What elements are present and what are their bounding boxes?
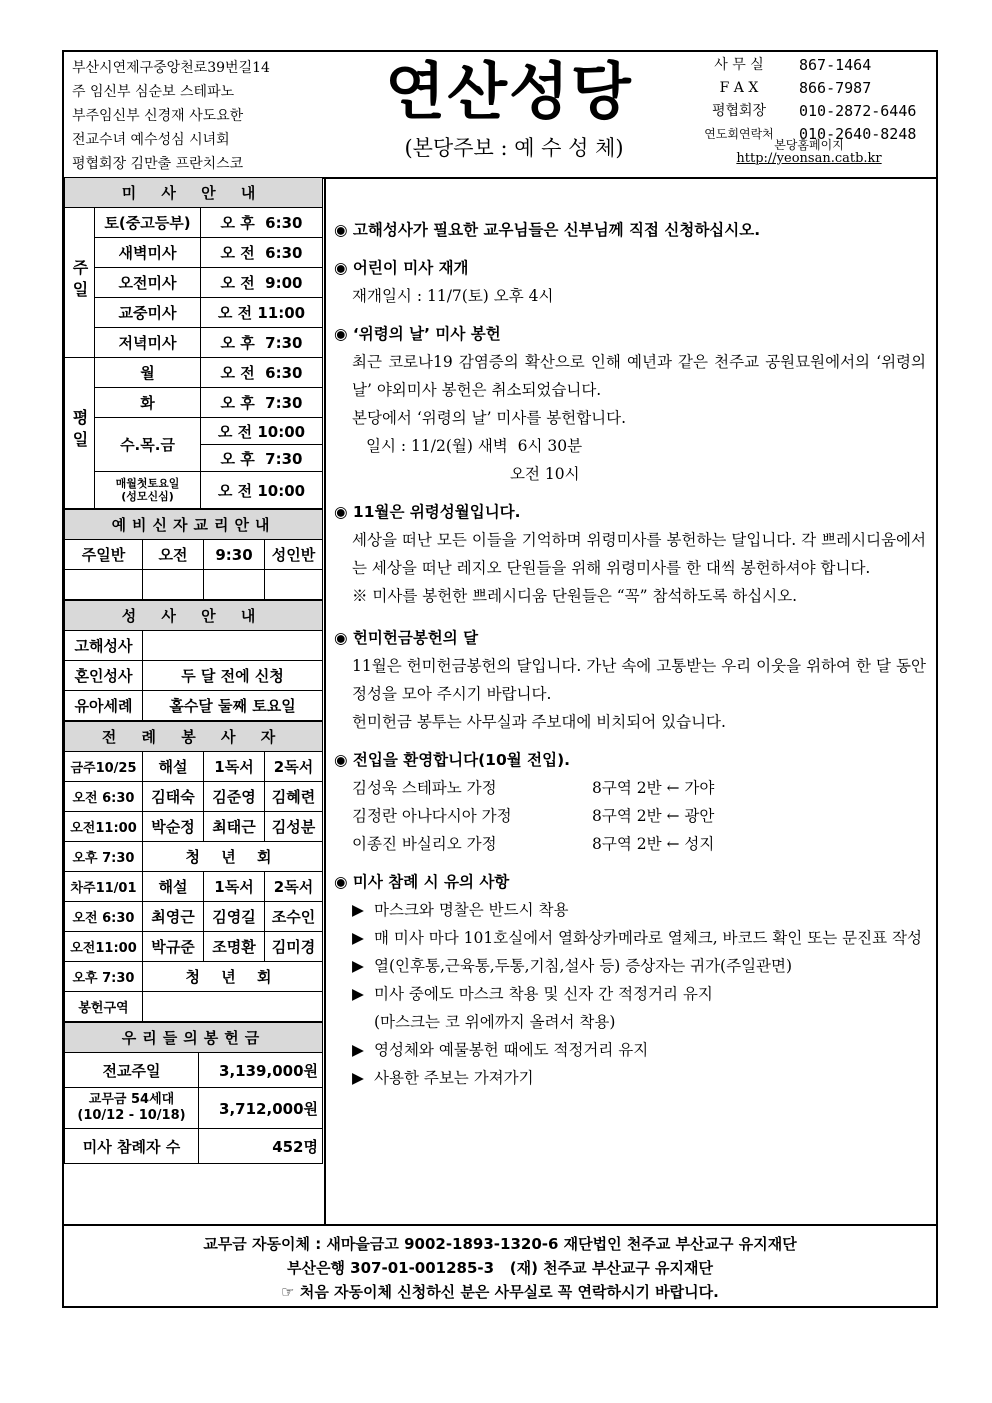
offering-name: 교무금 54세대 (10/12 - 10/18) (65, 1088, 199, 1129)
server-cell: 김준영 (204, 782, 265, 812)
notice-precautions (334, 868, 926, 1092)
list-item: 김성욱 스테파노 가정 8구역 2반 ← 가야 (352, 779, 715, 797)
server-cell: 금주10/25 (65, 752, 143, 782)
mass-name: 수.목.금 (95, 418, 201, 472)
notice-title: ◉ 어린이 미사 재개 (334, 259, 469, 277)
server-cell: 2독서 (265, 872, 323, 902)
bullet-icon: ▶ (352, 985, 364, 1003)
sacrament-name: 고해성사 (65, 631, 143, 661)
server-cell: 해설 (143, 752, 204, 782)
notice-title: ◉ 11월은 위령성월입니다. (334, 503, 521, 521)
contact-label: F A X (719, 80, 759, 96)
sacrament-value: 홀수달 둘째 토요일 (143, 691, 323, 721)
section-header: 미 사 안 내 (65, 178, 323, 208)
bulletin-page (62, 50, 938, 1308)
empty-cell (65, 570, 143, 600)
sacrament-value: 두 달 전에 신청 (143, 661, 323, 691)
server-cell: 오전11:00 (65, 812, 143, 842)
class-hour: 9:30 (204, 540, 265, 570)
subtitle: (본당주보 : 예 수 성 체) (404, 136, 624, 160)
footer (64, 1224, 936, 1308)
notice-offering (334, 624, 926, 736)
class-time: 오전 (143, 540, 204, 570)
notice-body: ※ 미사를 봉헌한 쁘레시디움 단원들은 “꼭” 참석하도록 하십시오. (352, 587, 798, 605)
server-cell: 청 년 회 (143, 962, 323, 992)
list-item: ▶ 미사 중에도 마스크 착용 및 신자 간 적정거리 유지 (마스크는 코 위에까지 올려서 착용) (334, 980, 926, 1036)
homepage (684, 138, 934, 166)
server-cell: 김태숙 (143, 782, 204, 812)
pastor: 주 임신부 심순보 스테파노 (72, 84, 235, 100)
server-cell: 1독서 (204, 752, 265, 782)
mass-time: 오 후 6:30 (201, 208, 323, 238)
server-cell: 박규준 (143, 932, 204, 962)
server-cell: 차주11/01 (65, 872, 143, 902)
server-cell: 해설 (143, 872, 204, 902)
server-cell (143, 992, 323, 1022)
server-cell: 김미경 (265, 932, 323, 962)
homepage-link[interactable]: http://yeonsan.catb.kr (736, 151, 882, 166)
catechumen-table (64, 509, 323, 600)
weekday-label: 평일 (65, 358, 95, 509)
server-cell: 최태근 (204, 812, 265, 842)
sunday-label: 주일 (65, 208, 95, 358)
empty-cell (265, 570, 323, 600)
notice-title: ◉ 고해성사가 필요한 교우님들은 신부님께 직접 신청하십시오. (334, 221, 761, 239)
homepage-label: 본당홈페이지 (774, 138, 844, 152)
contact-row (679, 100, 934, 123)
mass-name: 토(중고등부) (95, 208, 201, 238)
list-item: 김정란 아나다시아 가정 8구역 2반 ← 광안 (352, 807, 715, 825)
page-title: 연산성당 (385, 55, 633, 128)
assoc-pastor: 부주임신부 신경재 사도요한 (72, 108, 244, 124)
list-item: 이종진 바실리오 가정 8구역 2반 ← 성지 (352, 835, 715, 853)
bullet-icon: ▶ (352, 957, 364, 975)
mass-time: 오 전 11:00 (201, 298, 323, 328)
footer-line: 부산은행 307-01-001285-3 (재) 천주교 부산교구 유지재단 (286, 1259, 714, 1277)
server-cell: 오후 7:30 (65, 842, 143, 872)
contact-label: 사 무 실 (714, 57, 764, 73)
class-type: 성인반 (265, 540, 323, 570)
notice-welcome (334, 746, 926, 858)
address: 부산시연제구중앙천로39번길14 (72, 60, 270, 76)
contact-value: 866-7987 (799, 79, 872, 97)
empty-cell (204, 570, 265, 600)
mass-time: 오 후 7:30 (201, 388, 323, 418)
notice-body: 세상을 떠난 모든 이들을 기억하며 위령미사를 봉헌하는 달입니다. 각 쁘레시디움에서는 세상을 떠난 레지오 단원들을 위해 위령미사를 한 대씩 봉헌하셔야 합니다. (352, 531, 926, 577)
server-cell: 조명환 (204, 932, 265, 962)
contact-value: 867-1464 (799, 56, 872, 74)
sacrament-name: 유아세례 (65, 691, 143, 721)
section-header: 전 례 봉 사 자 (65, 722, 323, 752)
offering-value: 452명 (199, 1129, 323, 1164)
server-cell: 김성분 (265, 812, 323, 842)
mass-time: 오 전 9:00 (201, 268, 323, 298)
sacrament-table (64, 600, 323, 721)
server-cell: 박순정 (143, 812, 204, 842)
footer-line: ☞ 처음 자동이체 신청하신 분은 사무실로 꼭 연락하시기 바랍니다. (281, 1283, 719, 1301)
mass-table (64, 177, 323, 509)
section-header: 성 사 안 내 (65, 601, 323, 631)
list-item: ▶ 사용한 주보는 가져가기 (334, 1064, 926, 1092)
sister: 전교수녀 예수성심 시녀회 (72, 132, 230, 148)
notice-body: 재개일시 : 11/7(토) 오후 4시 (352, 287, 554, 305)
list-item: ▶ 매 미사 마다 101호실에서 열화상카메라로 열체크, 바코드 확인 또는 문진표 작성 (334, 924, 926, 952)
class-name: 주일반 (65, 540, 143, 570)
notice-title: ◉ ‘위령의 날’ 미사 봉헌 (334, 325, 501, 343)
list-item: ▶ 영성체와 예물봉헌 때에도 적정거리 유지 (334, 1036, 926, 1064)
notice-body: 11월은 헌미헌금봉헌의 달입니다. 가난 속에 고통받는 우리 이웃을 위하여 한 달 동안 정성을 모아 주시기 바랍니다. (352, 657, 926, 703)
contact-value: 010-2640-8248 (799, 125, 917, 143)
server-cell: 1독서 (204, 872, 265, 902)
sacrament-value (143, 631, 323, 661)
offering-name: 미사 참례자 수 (65, 1129, 199, 1164)
server-cell: 김영길 (204, 902, 265, 932)
notice-title: ◉ 헌미헌금봉헌의 달 (334, 629, 479, 647)
bullet-icon: ▶ (352, 929, 364, 947)
notice-confession (334, 216, 926, 244)
notice-title: ◉ 전입을 환영합니다(10월 전입). (334, 751, 571, 769)
notice-body: 최근 코로나19 감염증의 확산으로 인해 예년과 같은 천주교 공원묘원에서의 ‘위령의 날’ 야외미사 봉헌은 취소되었습니다. (352, 353, 926, 399)
server-cell: 최영근 (143, 902, 204, 932)
footer-line: 교무금 자동이체 : 새마을금고 9002-1893-1320-6 재단법인 천주교 부산교구 유지재단 (203, 1235, 797, 1253)
contact-row (679, 77, 934, 100)
parish-info (72, 56, 322, 176)
mass-name: 교중미사 (95, 298, 201, 328)
mass-name: 월 (95, 358, 201, 388)
list-item: ▶ 마스크와 명찰은 반드시 착용 (334, 896, 926, 924)
offering-value: 3,139,000원 (199, 1053, 323, 1088)
offering-table (64, 1022, 323, 1164)
server-cell: 2독서 (265, 752, 323, 782)
mass-time: 오 전 6:30 (201, 358, 323, 388)
notice-body: 본당에서 ‘위령의 날’ 미사를 봉헌합니다. (352, 409, 627, 427)
mass-time: 오 후 7:30 (201, 445, 323, 472)
server-cell: 오전 6:30 (65, 782, 143, 812)
server-cell: 봉헌구역 (65, 992, 143, 1022)
notice-children-mass (334, 254, 926, 310)
server-cell: 조수인 (265, 902, 323, 932)
bullet-icon: ▶ (352, 1041, 364, 1059)
contact-row (679, 54, 934, 77)
notice-body: 헌미헌금 봉투는 사무실과 주보대에 비치되어 있습니다. (352, 713, 726, 731)
bullet-icon: ▶ (352, 1069, 364, 1087)
contact-label: 평협회장 (711, 103, 767, 119)
empty-cell (143, 570, 204, 600)
mass-name: 새벽미사 (95, 238, 201, 268)
president: 평협회장 김만출 프란치스코 (72, 156, 244, 172)
offering-name: 전교주일 (65, 1053, 199, 1088)
notice-all-souls (334, 320, 926, 488)
server-cell: 오전11:00 (65, 932, 143, 962)
mass-time: 오 전 10:00 (201, 418, 323, 445)
server-cell: 김혜련 (265, 782, 323, 812)
mass-name: 오전미사 (95, 268, 201, 298)
mass-name: 매월첫토요일 (성모신심) (95, 472, 201, 509)
bullet-icon: ▶ (352, 901, 364, 919)
section-header: 우리들의봉헌금 (65, 1023, 323, 1053)
server-cell: 오후 7:30 (65, 962, 143, 992)
contact-value: 010-2872-6446 (799, 102, 917, 120)
contacts (679, 54, 934, 146)
mass-time: 오 전 6:30 (201, 238, 323, 268)
mass-time: 오 후 7:30 (201, 328, 323, 358)
notice-time: 일시 : 11/2(월) 새벽 6시 30분 (366, 437, 583, 455)
offering-value: 3,712,000원 (199, 1088, 323, 1129)
list-item: ▶ 열(인후통,근육통,두통,기침,설사 등) 증상자는 귀가(주일관면) (334, 952, 926, 980)
servers-table (64, 721, 323, 1022)
notices (334, 212, 926, 1102)
server-cell: 청 년 회 (143, 842, 323, 872)
section-header: 예비신자교리안내 (65, 510, 323, 540)
mass-name: 화 (95, 388, 201, 418)
contact-label: 연도회연락처 (704, 127, 774, 141)
sacrament-name: 혼인성사 (65, 661, 143, 691)
mass-name: 저녁미사 (95, 328, 201, 358)
notice-november (334, 498, 926, 610)
notice-time: 오전 10시 (510, 465, 580, 483)
mass-time: 오 전 10:00 (201, 472, 323, 509)
left-column (64, 177, 326, 1224)
header (64, 52, 936, 179)
notice-title: ◉ 미사 참례 시 유의 사항 (334, 873, 510, 891)
server-cell: 오전 6:30 (65, 902, 143, 932)
